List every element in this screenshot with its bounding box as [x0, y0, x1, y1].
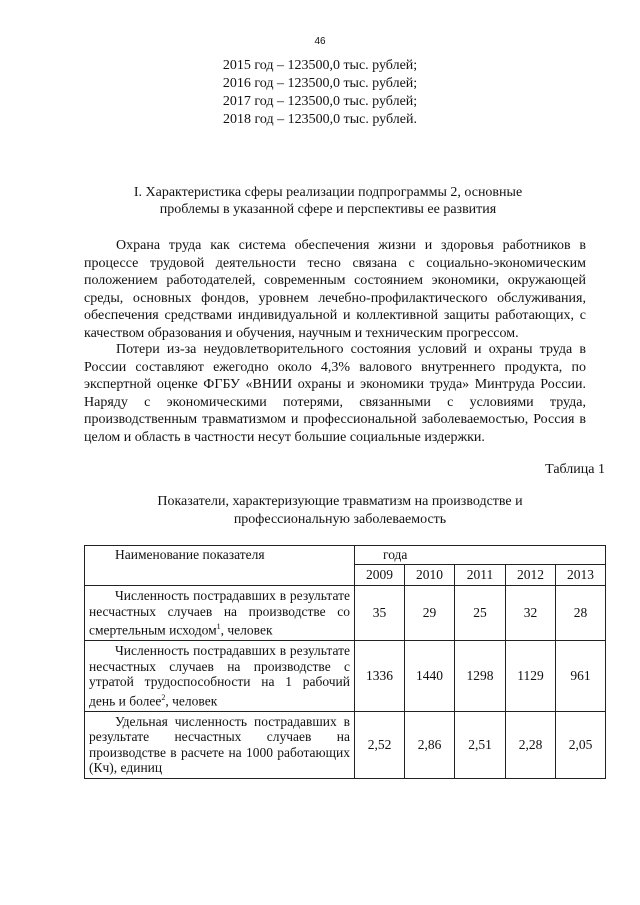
table-cell: 29 — [405, 586, 455, 641]
table-cell: 961 — [556, 641, 606, 712]
indicator-unit: , человек — [165, 693, 218, 708]
table-row — [85, 586, 606, 641]
table-title-line: Показатели, характеризующие травматизм на производстве и — [157, 494, 523, 509]
indicator-text: Численность пострадавших в результате несчастных случаев на производстве с утратой трудоспособности на 1 рабочий день и более — [89, 643, 350, 708]
table-cell: 28 — [556, 586, 606, 641]
table-title-line: профессиональную заболеваемость — [233, 512, 447, 527]
header-year: 2013 — [556, 565, 606, 586]
footnote-mark: 1 — [216, 622, 221, 631]
paragraph-text: Охрана труда как система обеспечения жизни и здоровья работников в процессе трудовой деятельности тесно связана с социально-экономическим положением работодателей, современным состоянием экономики, окружающей среды, основных фондов, уровнем лечебно-профилактического обслуживания, обеспечения средствами индивидуальной и коллективной защиты работающих, с качеством образования и обучения, научным и техническим прогрессом. — [84, 238, 586, 341]
header-indicator-name: Наименование показателя — [85, 546, 355, 586]
header-years-group: года — [355, 546, 606, 565]
table-cell: 35 — [355, 586, 405, 641]
paragraph — [84, 341, 586, 446]
indicator-label — [85, 586, 355, 641]
budget-line: 2015 год – 123500,0 тыс. рублей; — [222, 58, 418, 73]
header-year: 2009 — [355, 565, 405, 586]
table-row — [85, 711, 606, 778]
table-cell: 2,28 — [506, 711, 556, 778]
table-cell: 2,52 — [355, 711, 405, 778]
indicator-unit: , человек — [220, 622, 273, 638]
indicator-label — [85, 711, 355, 778]
table-cell: 32 — [506, 586, 556, 641]
section-title — [70, 184, 586, 218]
table-cell: 1440 — [405, 641, 455, 712]
table-row — [85, 641, 606, 712]
table-label: Таблица 1 — [545, 462, 605, 477]
paragraph-text: Потери из-за неудовлетворительного состояния условий и охраны труда в России составляют ежегодно около 4,3% валового внутреннего продукта, по экспертной оценке ФГБУ «ВНИИ охраны и экономики труда» Минтруда России. Наряду с экономическими потерями, связанными с условиями труда, производственным травматизмом и профессиональной заболеваемостью, Россия в целом и область в частности несут большие социальные издержки. — [84, 342, 586, 445]
table-cell: 1129 — [506, 641, 556, 712]
indicator-text: Удельная численность пострадавших в результате несчастных случаев на производстве в расчете на 1000 работающих (Кч), единиц — [89, 713, 350, 775]
header-year: 2012 — [506, 565, 556, 586]
indicators-table — [84, 545, 606, 779]
table-cell: 2,86 — [405, 711, 455, 778]
indicator-text: Численность пострадавших в результате несчастных случаев на производстве со смертельным исходом — [89, 588, 350, 638]
footnote-mark: 2 — [161, 692, 166, 702]
section-title-line: I. Характеристика сферы реализации подпрограммы 2, основные — [133, 185, 523, 200]
table-title — [70, 493, 610, 529]
budget-line: 2016 год – 123500,0 тыс. рублей; — [222, 76, 418, 91]
paragraph — [84, 237, 586, 342]
header-year: 2010 — [405, 565, 455, 586]
budget-list — [0, 57, 640, 129]
table-cell: 1298 — [455, 641, 506, 712]
budget-line: 2017 год – 123500,0 тыс. рублей; — [222, 94, 418, 109]
table-cell: 25 — [455, 586, 506, 641]
indicator-label — [85, 641, 355, 712]
table-cell: 2,05 — [556, 711, 606, 778]
table-cell: 2,51 — [455, 711, 506, 778]
budget-line: 2018 год – 123500,0 тыс. рублей. — [223, 112, 417, 127]
section-title-line: проблемы в указанной сфере и перспективы ее развития — [159, 202, 497, 217]
header-year: 2011 — [455, 565, 506, 586]
table-cell: 1336 — [355, 641, 405, 712]
page-number: 46 — [314, 36, 326, 47]
